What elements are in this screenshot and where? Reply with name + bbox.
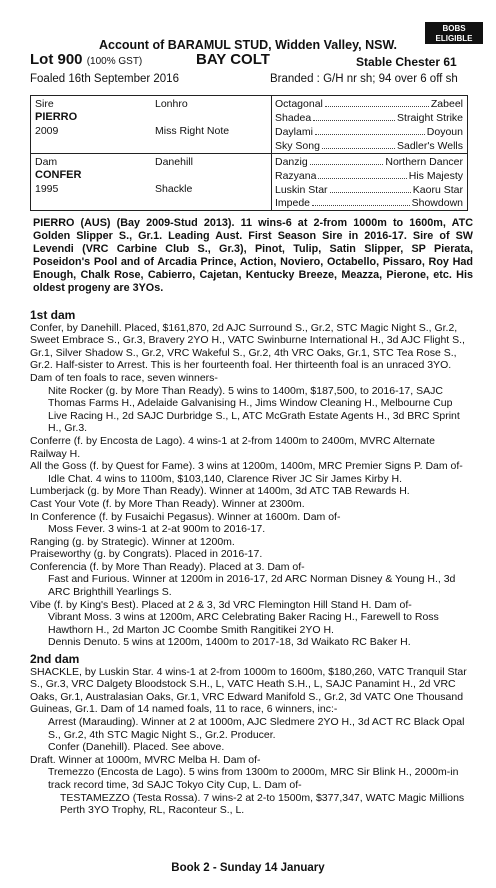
progeny-entry: Cast Your Vote (f. by More Than Ready). Winner at 2300m.	[30, 497, 305, 510]
brand-marks: Branded : G/H nr sh; 94 over 6 off sh	[270, 73, 458, 85]
sire-name: PIERRO	[35, 111, 78, 123]
progeny-entry: Conferencia (f. by More Than Ready). Placed at 3. Dam of-	[30, 560, 305, 573]
ggp-row: Shadea Straight Strike	[275, 112, 463, 124]
progeny-entry: Nite Rocker (g. by More Than Ready). 5 wins to 1400m, $187,500, to 2016-17, SAJC Thomas Farms H., Adelaide Galvanising H., Jims Window Cleaning H., Melbourne Cup Live Racing H., 2d SAJC Durbridge S., L, ATC McGrath Estate Agents H., 3d BRC Sprint H., Gr.3.	[48, 384, 460, 435]
dam-name: CONFER	[35, 169, 82, 181]
progeny-entry: Conferre (f. by Encosta de Lago). 4 wins-1 at 2-from 1400m to 2400m, MVRC Alternate Railway H.	[30, 434, 436, 460]
pedigree-table	[30, 95, 468, 211]
progeny-entry: Praiseworthy (g. by Congrats). Placed in 2016-17.	[30, 548, 263, 561]
page-footer: Book 2 - Sunday 14 January	[171, 862, 325, 874]
dam-label: Dam	[35, 156, 58, 168]
progeny-entry: Draft. Winner at 1000m, MVRC Melba H. Dam of-	[30, 753, 261, 766]
grand-progeny-entry: Idle Chat. 4 wins to 1100m, $103,140, Clarence River JC Sir James Kirby H.	[48, 472, 403, 485]
ggp-row: Sky Song Sadler's Wells	[275, 140, 463, 152]
grand-progeny-entry: Tremezzo (Encosta de Lago). 5 wins from 1300m to 2000m, MRC Sir Blink H., 2000m-in track record time, 3d SAJC Tokyo City Cup, L. Dam of-	[48, 766, 459, 791]
progeny-entry: In Conference (f. by Fusaichi Pegasus). Winner at 1600m. Dam of-	[30, 510, 341, 523]
progeny-entry: All the Goss (f. by Quest for Fame). 3 wins at 1200m, 1400m, MRC Premier Signs P. Dam of-	[30, 460, 463, 473]
ggp-row: Luskin Star Kaoru Star	[275, 184, 463, 196]
gst-note: (100% GST)	[86, 56, 143, 67]
progeny-entry: Lumberjack (g. by More Than Ready). Winner at 1400m, 3d ATC TAB Rewards H.	[30, 485, 410, 498]
progeny-entry: Confer (Danehill). Placed. See above.	[48, 741, 225, 754]
stable-location: Stable Chester 61	[356, 55, 457, 69]
second-dam-entry: SHACKLE, by Luskin Star. 4 wins-1 at 2-from 1000m to 1600m, $180,260, VATC Tranquil Star S., Gr.3, VRC Dalgety Bloodstock S.H., L, VATC Heath S.H., L, SAJC Panamint H., 2d VRC Oaks, Gr.1, Australasian Oaks, Gr.1, VRC Edward Manifold S., Gr.2, 3d VATC One Thousand Guineas, Gr.1. Dam of 14 named foals, 11 to race, 6 winners, inc:-	[30, 665, 467, 716]
dam-family-section	[30, 309, 470, 817]
sire-sire: Lonhro	[155, 98, 188, 110]
dam-sire: Danehill	[155, 156, 193, 168]
grand-progeny-entry: Dennis Denuto. 5 wins at 1200m, 1400m to 2017-18, 3d Waikato RC Baker H.	[48, 636, 411, 649]
sire-dam: Miss Right Note	[155, 125, 230, 137]
bobs-eligible-logo: BOBS ELIGIBLE	[425, 22, 483, 44]
first-dam-entry: Confer, by Danehill. Placed, $161,870, 2d AJC Surround S., Gr.2, STC Magic Night S., Gr.2, Sweet Embrace S., Gr.3, Bravery 2YO H., VATC Swinburne International H., 3d AJC Flight S., Gr.1, Silver Shadow S., Gr.2, VRC Wakeful S., Gr.2, 4th VRC Oaks, Gr.1, STC Tea Rose S., Gr.2. Half-sister to Arrest. This is her fourteenth foal. Her thirteenth foal is an unraced 3YO. Dam of ten foals to race, seven winners-	[30, 321, 465, 384]
sire-year: 2009	[35, 125, 59, 137]
dam-year: 1995	[35, 183, 59, 195]
sire-label: Sire	[35, 98, 54, 110]
ggp-row: Impede Showdown	[275, 197, 463, 209]
grand-progeny-entry: Moss Fever. 3 wins-1 at 2-at 900m to 2016-17.	[48, 523, 266, 536]
grand-progeny-entry: Fast and Furious. Winner at 1200m in 2016-17, 2d ARC Norman Disney & Young H., 3d ARC Brighthill Yearlings S.	[48, 573, 456, 599]
progeny-entry: Arrest (Marauding). Winner at 2 at 1000m, AJC Sledmere 2YO H., 3d ACT RC Black Opal S., Gr.2, 4th STC Magic Night S., Gr.2. Producer.	[48, 716, 465, 741]
progeny-entry: Ranging (g. by Strategic). Winner at 1200m.	[30, 535, 235, 548]
vendor-account: Account of BARAMUL STUD, Widden Valley, NSW.	[98, 38, 398, 52]
dam-dam: Shackle	[155, 183, 193, 195]
grand-progeny-entry: TESTAMEZZO (Testa Rossa). 7 wins-2 at 2-to 1500m, $377,347, WATC Magic Millions Perth 3YO Trophy, RL, Raconteur S., L.	[60, 791, 465, 817]
ggp-row: Danzig Northern Dancer	[275, 156, 463, 168]
progeny-entry: Vibe (f. by King's Best). Placed at 2 & 3, 3d VRC Flemington Hill Stand H. Dam of-	[30, 598, 412, 611]
ggp-row: Daylami Doyoun	[275, 126, 463, 138]
foaled-date: Foaled 16th September 2016	[30, 73, 179, 85]
lot-label: Lot 900	[30, 51, 83, 68]
grand-progeny-entry: Vibrant Moss. 3 wins at 1200m, ARC Celebrating Baker Racing H., Farewell to Ross Hawthorn H., 2d Marton JC Coombe Smith Rangitikei 2YO H.	[48, 611, 439, 636]
ggp-row: Octagonal Zabeel	[275, 98, 463, 110]
sire-summary: PIERRO (AUS) (Bay 2009-Stud 2013). 11 wins-6 at 2-from 1000m to 1600m, ATC Golden Slipper S., Gr.1. Leading Aust. First Season Sire in 2016-17. Sire of SW Levendi (VRC Carbine Club S., Gr.3), Pinot, Tulip, Satin Slipper, SP Pierata, Poseidon's Pool and of Arcadia Prince, Action, Noviero, Octabello, Pissaro, Roy Had Enough, Chalk Rose, Cabierro, Cajetan, Kentucky Breeze, Meazza, Pierone, etc. His oldest progeny are 3YOs.	[33, 217, 473, 294]
ggp-row: Razyana His Majesty	[275, 170, 463, 182]
lot-number	[30, 51, 142, 68]
horse-type: BAY COLT	[196, 51, 270, 68]
first-dam-heading: 1st dam	[30, 308, 76, 322]
second-dam-heading: 2nd dam	[30, 652, 80, 667]
